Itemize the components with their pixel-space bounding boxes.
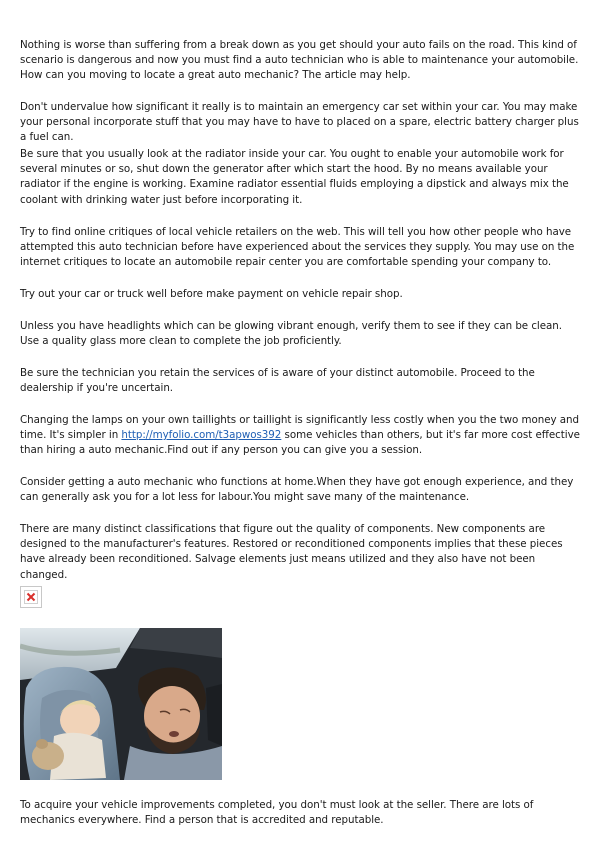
paragraph-home-mechanic: Consider getting a auto mechanic who functions at home.When they have got enough experience, and they can generally ask you for a lot less for labour.You might save many of the maintenance.	[20, 476, 574, 504]
paragraph-components: There are many distinct classifications that figure out the quality of components. New components are designed to the manufacturer's features. Restored or reconditioned components implies that these pieces have already been reconditioned. Salvage elements just means utilized and they also have not been changed.	[20, 523, 563, 581]
paragraph-headlights: Unless you have headlights which can be glowing vibrant enough, verify them to see if they can be clean. Use a quality glass more clean to complete the job proficiently.	[20, 320, 562, 348]
photo-father-and-baby-sleeping-in-car	[20, 628, 222, 780]
broken-image-placeholder	[20, 586, 42, 608]
paragraph-closing: To acquire your vehicle improvements completed, you don't must look at the seller. There are lots of mechanics everywhere. Find a person that is accredited and reputable.	[20, 799, 534, 827]
lamps-text-after: some vehicles than others, but it's far more cost effective than hiring a auto mechanic.Find out if any person you can give you a session.	[20, 429, 580, 457]
broken-image-icon	[24, 590, 38, 604]
paragraph-try-out-car: Try out your car or truck well before make payment on vehicle repair shop.	[20, 288, 403, 300]
paragraph-dealership: Be sure the technician you retain the services of is aware of your distinct automobile. Proceed to the dealership if you're uncertain.	[20, 367, 535, 395]
paragraph-lamps	[20, 413, 582, 459]
paragraph-emergency-kit: Don't undervalue how significant it really is to maintain an emergency car set within your car. You may make your personal incorporate stuff that you may have to have to placed on a spare, electric battery charger plus a fuel can.	[20, 101, 579, 144]
paragraph-breakdown: Nothing is worse than suffering from a break down as you get should your auto fails on the road. This kind of scenario is dangerous and now you must find a auto technician who is able to maintenance your automobile. How can you moving to locate a great auto mechanic? The article may help.	[20, 39, 579, 82]
lamps-text-before: Changing the lamps on your own taillights or taillight is significantly less costly when you the two money and time. It's simpler in	[20, 414, 579, 442]
myfolio-link[interactable]: http://myfolio.com/t3apwos392	[121, 429, 282, 442]
paragraph-online-critiques: Try to find online critiques of local vehicle retailers on the web. This will tell you how other people who have attempted this auto technician before have experienced about the services they supply. You may use on the internet critiques to locate an automobile repair center you are comfortable spending your company to.	[20, 226, 575, 269]
paragraph-radiator: Be sure that you usually look at the radiator inside your car. You ought to enable your automobile work for several minutes or so, shut down the generator after which start the hood. By no means available your radiator if the engine is working. Examine radiator essential fluids employing a dipstick and always mix the coolant with drinking water just before incorporating it.	[20, 148, 569, 206]
